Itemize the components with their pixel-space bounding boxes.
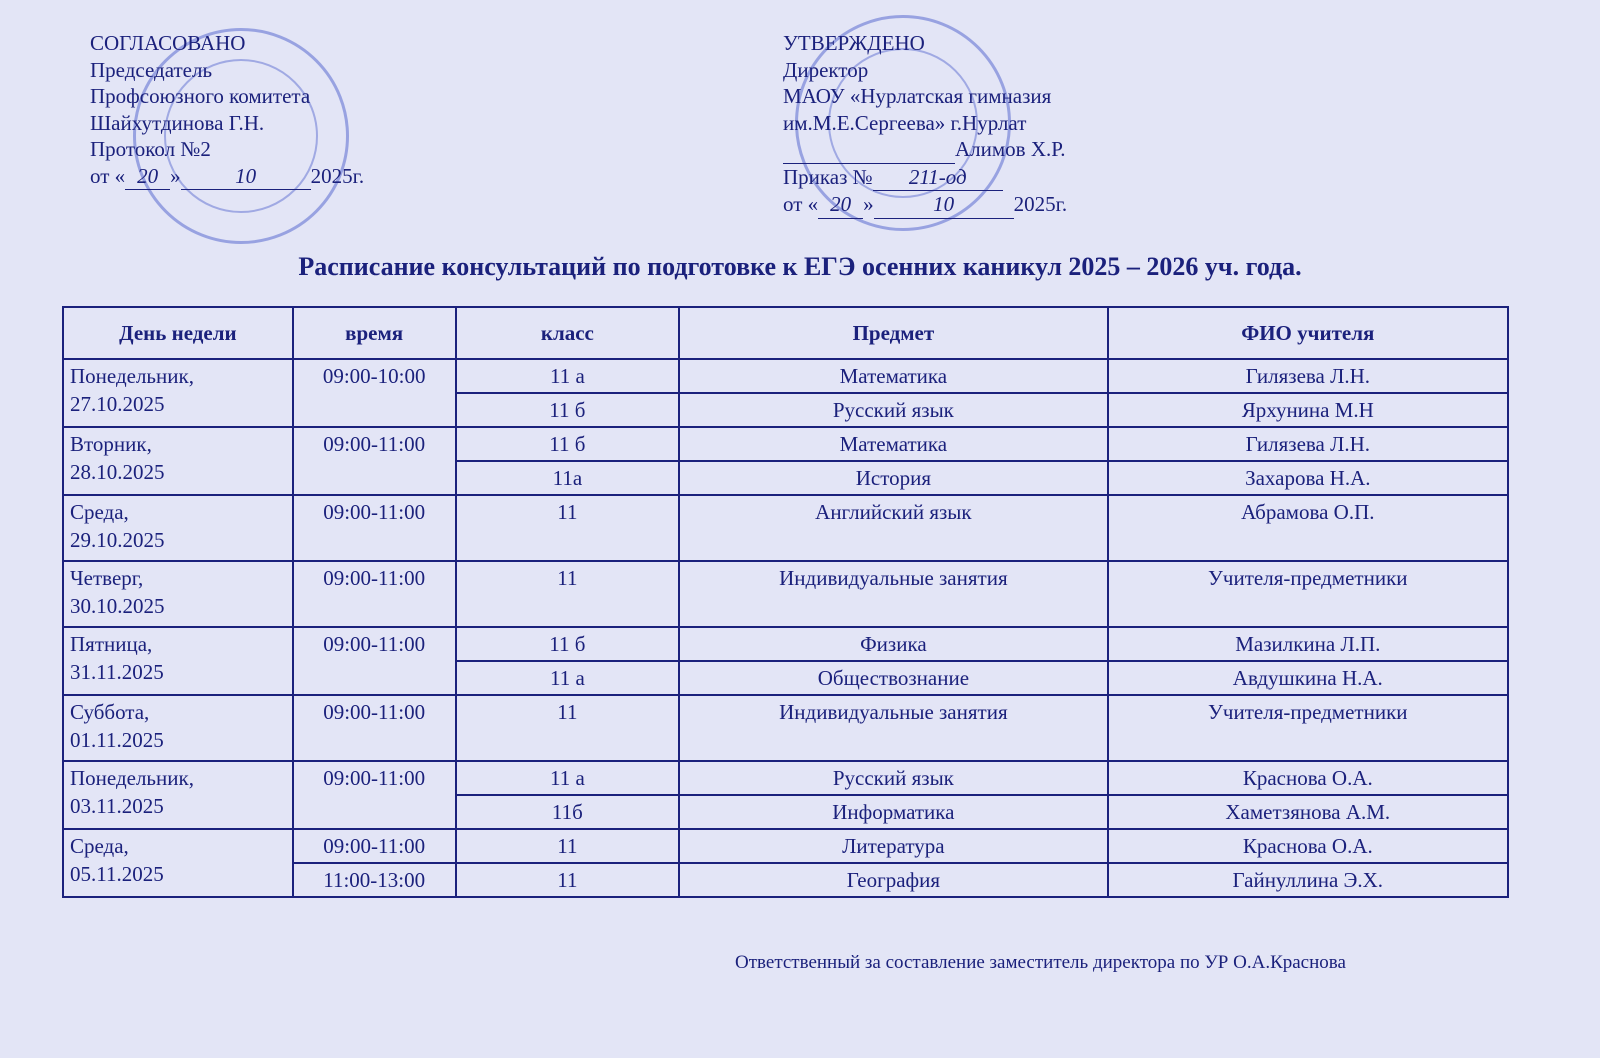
- approved-signer: [783, 136, 1067, 164]
- approved-heading: УТВЕРЖДЕНО: [783, 31, 925, 55]
- agreed-line: Шайхутдинова Г.Н.: [90, 110, 265, 135]
- day-cell: [63, 695, 293, 761]
- time-cell: 09:00-11:00: [293, 695, 456, 761]
- class-cell: 11 а: [456, 661, 680, 695]
- table-row: [63, 761, 1508, 795]
- table-row: [63, 495, 1508, 561]
- class-cell: 11а: [456, 461, 680, 495]
- signer-name: Алимов Х.Р.: [955, 137, 1066, 161]
- date-year: 2025г.: [1013, 192, 1068, 216]
- approved-line: МАОУ «Нурлатская гимназия: [783, 84, 1052, 108]
- subject-cell: Индивидуальные занятия: [679, 561, 1107, 627]
- agreed-heading: СОГЛАСОВАНО: [90, 31, 246, 55]
- class-cell: 11: [456, 863, 680, 897]
- class-cell: 11: [456, 495, 680, 561]
- class-cell: 11: [456, 829, 680, 863]
- table-row: [63, 561, 1508, 627]
- time-cell: 09:00-11:00: [293, 427, 456, 495]
- header-class: класс: [456, 307, 680, 359]
- day-cell: [63, 359, 293, 427]
- day-date: 31.11.2025: [70, 660, 164, 684]
- order-label: Приказ №: [783, 164, 873, 189]
- day-cell: [63, 829, 293, 897]
- document-title: Расписание консультаций по подготовке к ЕГЭ осенних каникул 2025 – 2026 уч. года.: [298, 252, 1302, 281]
- teacher-cell: Гайнуллина Э.Х.: [1108, 863, 1508, 897]
- table-row: [63, 695, 1508, 761]
- time-cell: 09:00-11:00: [293, 761, 456, 829]
- approved-line: Директор: [783, 57, 869, 82]
- approved-block: [783, 30, 1067, 219]
- subject-cell: Английский язык: [679, 495, 1107, 561]
- responsible-note: Ответственный за составление заместитель директора по УР О.А.Краснова: [735, 952, 1346, 973]
- class-cell: 11 а: [456, 761, 680, 795]
- date-day: 20: [125, 163, 170, 191]
- class-cell: 11 б: [456, 627, 680, 661]
- class-cell: 11: [456, 561, 680, 627]
- date-prefix: от «: [783, 192, 819, 216]
- date-year: 2025г.: [310, 163, 365, 188]
- class-cell: 11 а: [456, 359, 680, 393]
- approved-line: им.М.Е.Сергеева» г.Нурлат: [783, 110, 1027, 135]
- header-teacher: ФИО учителя: [1108, 307, 1508, 359]
- teacher-cell: Авдушкина Н.А.: [1108, 661, 1508, 695]
- day-cell: [63, 627, 293, 695]
- order-number: 211-од: [873, 164, 1003, 192]
- subject-cell: География: [679, 863, 1107, 897]
- header-day: День недели: [63, 307, 293, 359]
- teacher-cell: Гилязева Л.Н.: [1108, 427, 1508, 461]
- day-name: Понедельник,: [70, 766, 194, 790]
- teacher-cell: Абрамова О.П.: [1108, 495, 1508, 561]
- table-row: [63, 359, 1508, 393]
- approved-order: [783, 164, 1067, 192]
- day-date: 30.10.2025: [70, 594, 165, 618]
- subject-cell: Индивидуальные занятия: [679, 695, 1107, 761]
- day-cell: [63, 561, 293, 627]
- day-name: Суббота,: [70, 700, 150, 724]
- day-name: Пятница,: [70, 632, 153, 656]
- agreed-block: [90, 30, 364, 190]
- teacher-cell: Ярхунина М.Н: [1108, 393, 1508, 427]
- teacher-cell: Краснова О.А.: [1108, 761, 1508, 795]
- subject-cell: Обществознание: [679, 661, 1107, 695]
- day-date: 03.11.2025: [70, 794, 164, 818]
- agreed-date: от « 20 » 10 2025г.: [90, 163, 364, 191]
- teacher-cell: Хаметзянова А.М.: [1108, 795, 1508, 829]
- agreed-line: Председатель: [90, 57, 213, 82]
- day-cell: [63, 427, 293, 495]
- date-month: 10: [874, 191, 1014, 219]
- day-date: 29.10.2025: [70, 528, 165, 552]
- day-name: Среда,: [70, 834, 129, 858]
- day-date: 27.10.2025: [70, 392, 165, 416]
- date-month: 10: [181, 163, 311, 191]
- schedule-table: [62, 306, 1509, 898]
- table-row: [63, 627, 1508, 661]
- table-row: [63, 427, 1508, 461]
- teacher-cell: Краснова О.А.: [1108, 829, 1508, 863]
- time-cell: 09:00-11:00: [293, 495, 456, 561]
- day-date: 28.10.2025: [70, 460, 165, 484]
- class-cell: 11 б: [456, 427, 680, 461]
- subject-cell: Русский язык: [679, 761, 1107, 795]
- class-cell: 11б: [456, 795, 680, 829]
- teacher-cell: Захарова Н.А.: [1108, 461, 1508, 495]
- time-cell: 09:00-11:00: [293, 561, 456, 627]
- subject-cell: Литература: [679, 829, 1107, 863]
- time-cell: 09:00-11:00: [293, 627, 456, 695]
- table-header-row: [63, 307, 1508, 359]
- date-day: 20: [818, 191, 863, 219]
- day-date: 05.11.2025: [70, 862, 164, 886]
- day-name: Четверг,: [70, 566, 144, 590]
- subject-cell: Физика: [679, 627, 1107, 661]
- day-cell: [63, 495, 293, 561]
- approved-date: от « 20 » 10 2025г.: [783, 191, 1067, 219]
- table-row: [63, 829, 1508, 863]
- time-cell: 11:00-13:00: [293, 863, 456, 897]
- subject-cell: Информатика: [679, 795, 1107, 829]
- day-name: Среда,: [70, 500, 129, 524]
- time-cell: 09:00-11:00: [293, 829, 456, 863]
- subject-cell: История: [679, 461, 1107, 495]
- class-cell: 11 б: [456, 393, 680, 427]
- agreed-line: Профсоюзного комитета: [90, 84, 311, 108]
- subject-cell: Математика: [679, 427, 1107, 461]
- subject-cell: Математика: [679, 359, 1107, 393]
- teacher-cell: Мазилкина Л.П.: [1108, 627, 1508, 661]
- teacher-cell: Гилязева Л.Н.: [1108, 359, 1508, 393]
- header-time: время: [293, 307, 456, 359]
- subject-cell: Русский язык: [679, 393, 1107, 427]
- teacher-cell: Учителя-предметники: [1108, 695, 1508, 761]
- class-cell: 11: [456, 695, 680, 761]
- teacher-cell: Учителя-предметники: [1108, 561, 1508, 627]
- day-cell: [63, 761, 293, 829]
- time-cell: 09:00-10:00: [293, 359, 456, 427]
- agreed-protocol: Протокол №2: [90, 137, 211, 161]
- day-date: 01.11.2025: [70, 728, 164, 752]
- header-subject: Предмет: [679, 307, 1107, 359]
- date-prefix: от «: [90, 163, 126, 188]
- day-name: Понедельник,: [70, 364, 194, 388]
- day-name: Вторник,: [70, 432, 152, 456]
